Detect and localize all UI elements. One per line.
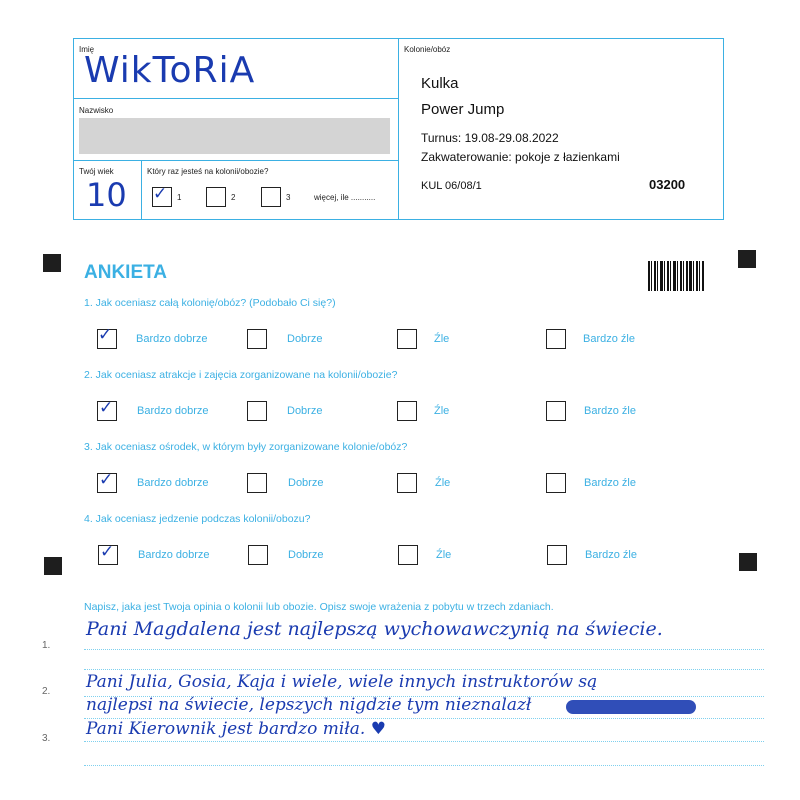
times-option-3: 3 [286,193,291,202]
name-value: WikToRiA [84,50,256,91]
surname-label: Nazwisko [79,106,114,115]
q1-checkbox-bardzo-zle[interactable] [546,329,566,349]
accommodation: Zakwaterowanie: pokoje z łazienkami [421,150,620,164]
survey-title: ANKIETA [84,262,168,283]
times-check-mark: ✓ [153,184,168,204]
q4-option-dobrze: Dobrze [288,549,324,561]
camp-program: Power Jump [421,101,505,118]
times-option-1: 1 [177,193,182,202]
q4-option-bardzo-zle: Bardzo źle [585,549,637,561]
q4-option-bardzo-dobrze: Bardzo dobrze [138,549,210,561]
q1-check-mark: ✓ [98,325,113,345]
scribble-out [566,700,696,714]
answer-line-1 [84,649,764,650]
age-label: Twój wiek [79,167,114,176]
q4-checkbox-dobrze[interactable] [248,545,268,565]
turnus: Turnus: 19.08-29.08.2022 [421,131,559,145]
q3-option-bardzo-dobrze: Bardzo dobrze [137,477,209,489]
q2-check-mark: ✓ [99,398,114,418]
registration-marker-top-right [738,250,756,268]
barcode [648,261,704,291]
q3-checkbox-dobrze[interactable] [247,473,267,493]
answer-line-2 [84,669,764,670]
opinion-prompt: Napisz, jaka jest Twoja opinia o kolonii lub obozie. Opisz swoje wrażenia z pobytu w trzech zdaniach. [84,601,554,613]
q2-option-bardzo-dobrze: Bardzo dobrze [137,405,209,417]
line-number-2: 2. [42,686,51,697]
times-checkbox-3[interactable] [261,187,281,207]
registration-marker-bottom-right [739,553,757,571]
question-1: 1. Jak oceniasz całą kolonię/obóz? (Podobało Ci się?) [84,297,336,309]
q2-option-bardzo-zle: Bardzo źle [584,405,636,417]
age-value: 10 [86,176,127,214]
q4-option-zle: Źle [436,549,452,561]
surname-redaction [79,118,390,154]
q4-check-mark: ✓ [100,542,115,562]
q2-option-zle: Źle [434,405,450,417]
answer-text-1: Pani Magdalena jest najlepszą wychowawczynią na świecie. [86,618,663,640]
form-number: 03200 [649,177,686,192]
camp-label: Kolonie/obóz [404,45,451,54]
times-option-2: 2 [231,193,236,202]
q3-option-dobrze: Dobrze [288,477,324,489]
times-more-label: więcej, ile ........... [314,193,376,202]
q2-checkbox-dobrze[interactable] [247,401,267,421]
q2-checkbox-zle[interactable] [397,401,417,421]
q2-option-dobrze: Dobrze [287,405,323,417]
question-3: 3. Jak oceniasz ośrodek, w którym były zorganizowane kolonie/obóz? [84,441,408,453]
q3-option-zle: Źle [435,477,451,489]
q4-checkbox-zle[interactable] [398,545,418,565]
header-divider-vertical [398,38,399,219]
answer-text-4: Pani Kierownik jest bardzo miła. ♥ [86,719,386,739]
q1-checkbox-zle[interactable] [397,329,417,349]
times-checkbox-2[interactable] [206,187,226,207]
q2-checkbox-bardzo-zle[interactable] [546,401,566,421]
q4-checkbox-bardzo-zle[interactable] [547,545,567,565]
name-label: Imię [79,45,95,54]
camp-code: KUL 06/08/1 [421,180,482,192]
line-number-3: 3. [42,733,51,744]
line-number-1: 1. [42,640,51,651]
q3-option-bardzo-zle: Bardzo źle [584,477,636,489]
header-divider-age [141,160,142,219]
question-2: 2. Jak oceniasz atrakcje i zajęcia zorganizowane na kolonii/obozie? [84,369,398,381]
answer-line-5 [84,741,764,742]
q1-option-dobrze: Dobrze [287,333,323,345]
q3-check-mark: ✓ [99,470,114,490]
registration-marker-top-left [43,254,61,272]
q3-checkbox-zle[interactable] [397,473,417,493]
header-divider-surname [73,160,399,161]
answer-line-6 [84,765,764,766]
answer-text-3: najlepsi na świecie, lepszych nigdzie tym nieznalazł [86,695,532,715]
q3-checkbox-bardzo-zle[interactable] [546,473,566,493]
q1-checkbox-dobrze[interactable] [247,329,267,349]
camp-name: Kulka [421,75,459,92]
q1-option-bardzo-dobrze: Bardzo dobrze [136,333,208,345]
header-divider-name [73,98,399,99]
q1-option-zle: Źle [434,333,450,345]
q1-option-bardzo-zle: Bardzo źle [583,333,635,345]
registration-marker-bottom-left [44,557,62,575]
times-label: Który raz jesteś na kolonii/obozie? [147,167,269,176]
answer-text-2: Pani Julia, Gosia, Kaja i wiele, wiele innych instruktorów są [86,672,598,692]
question-4: 4. Jak oceniasz jedzenie podczas kolonii/obozu? [84,513,311,525]
